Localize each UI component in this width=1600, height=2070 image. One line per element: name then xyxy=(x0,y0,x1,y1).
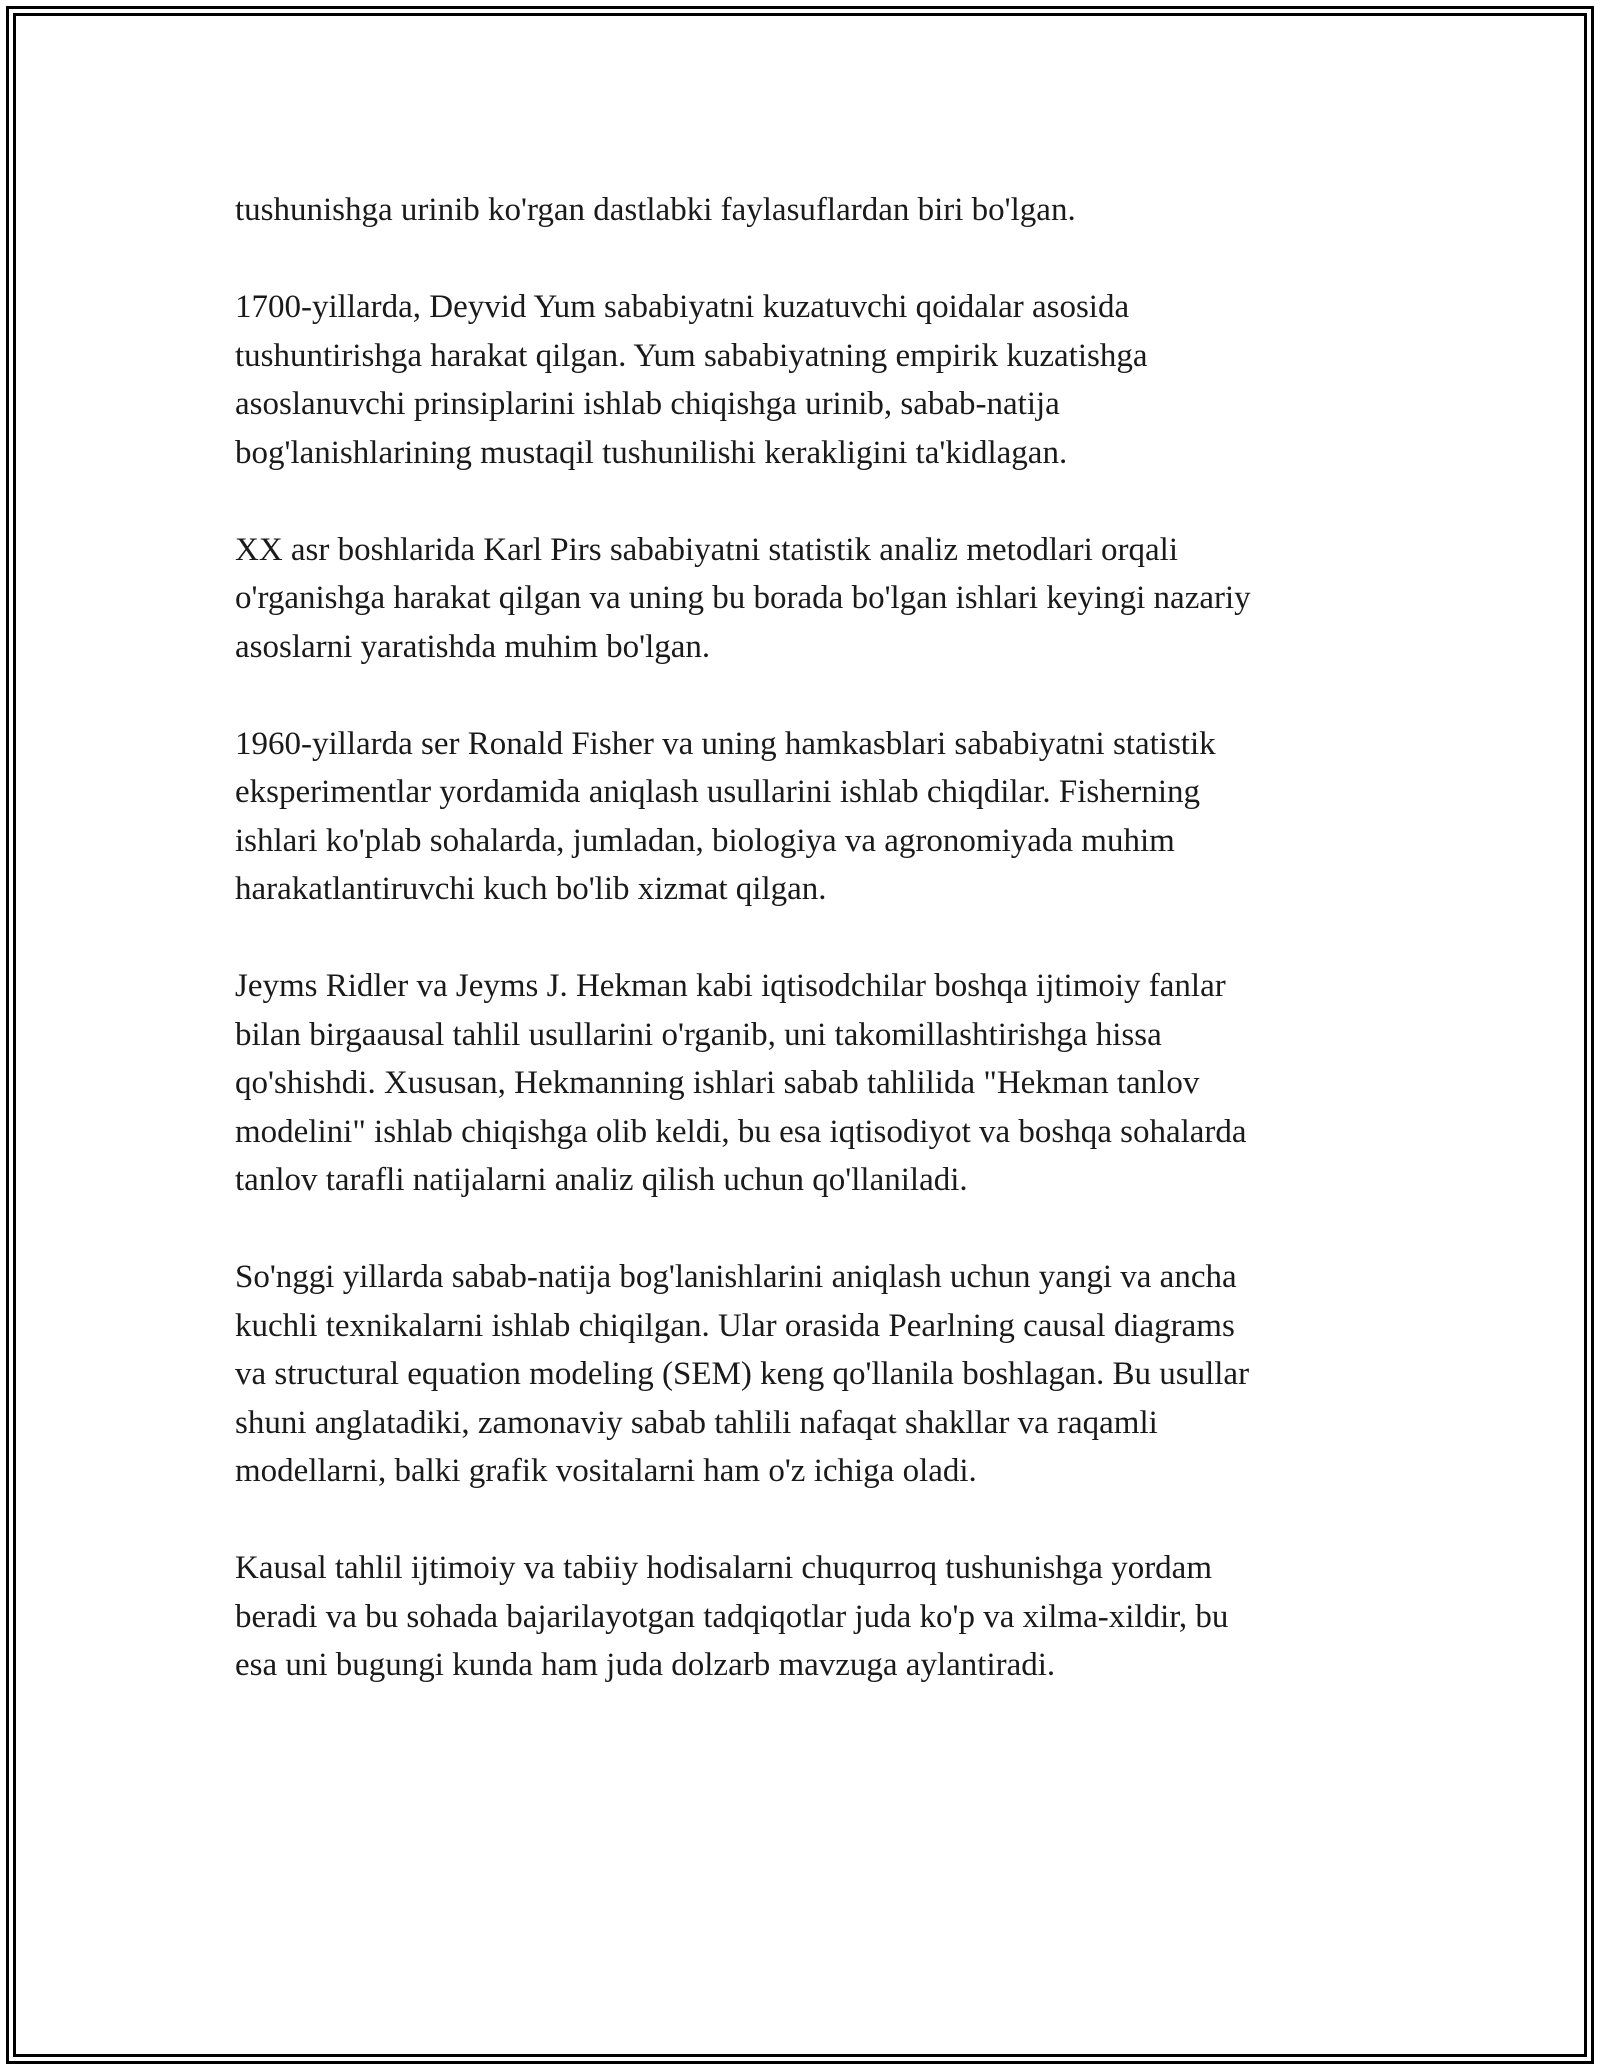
paragraph-recent-methods: So'nggi yillarda sabab-natija bog'lanishlarini aniqlash uchun yangi va ancha kuchli texnikalarni ishlab chiqilgan. Ular orasida Pearlning causal diagrams va structural equation modeling (SEM) keng qo'llanila boshlagan. Bu usullar shuni anglatadiki, zamonaviy sabab tahlili nafaqat shakllar va raqamli modellarni, balki grafik vositalarni ham o'z ichiga oladi. xyxy=(235,1259,1250,1489)
paragraph-hume: 1700-yillarda, Deyvid Yum sababiyatni kuzatuvchi qoidalar asosida tushuntirishga harakat qilgan. Yum sababiyatning empirik kuzatishga asoslanuvchi prinsiplarini ishlab chiqishga urinib, sabab-natija bog'lanishlarining mustaqil tushunilishi kerakligini ta'kidlagan. xyxy=(235,289,1148,471)
paragraph-fisher: 1960-yillarda ser Ronald Fisher va uning hamkasblari sababiyatni statistik eksperimentlar yordamida aniqlash usullarini ishlab chiqdilar. Fisherning ishlari ko'plab sohalarda, jumladan, biologiya va agronomiyada muhim harakatlantiruvchi kuch bo'lib xizmat qilgan. xyxy=(235,725,1216,907)
paragraph-pearson: XX asr boshlarida Karl Pirs sababiyatni statistik analiz metodlari orqali o'rganishga harakat qilgan va uning bu borada bo'lgan ishlari keyingi nazariy asoslarni yaratishda muhim bo'lgan. xyxy=(235,531,1251,665)
paragraph-conclusion: Kausal tahlil ijtimoiy va tabiiy hodisalarni chuqurroq tushunishga yordam beradi va bu sohada bajarilayotgan tadqiqotlar juda ko'p va xilma-xildir, bu esa uni bugungi kunda ham juda dolzarb mavzuga aylantiradi. xyxy=(235,1550,1229,1683)
paragraph-intro-continuation: tushunishga urinib ko'rgan dastlabki faylasuflardan biri bo'lgan. xyxy=(235,192,1076,228)
document-body xyxy=(235,186,1375,1738)
paragraph-heckman: Jeyms Ridler va Jeyms J. Hekman kabi iqtisodchilar boshqa ijtimoiy fanlar bilan birgaausal tahlil usullarini o'rganib, uni takomillashtirishga hissa qo'shishdi. Xususan, Hekmanning ishlari sabab tahlilida "Hekman tanlov modelini" ishlab chiqishga olib keldi, bu esa iqtisodiyot va boshqa sohalarda tanlov tarafli natijalarni analiz qilish uchun qo'llaniladi. xyxy=(235,968,1247,1198)
